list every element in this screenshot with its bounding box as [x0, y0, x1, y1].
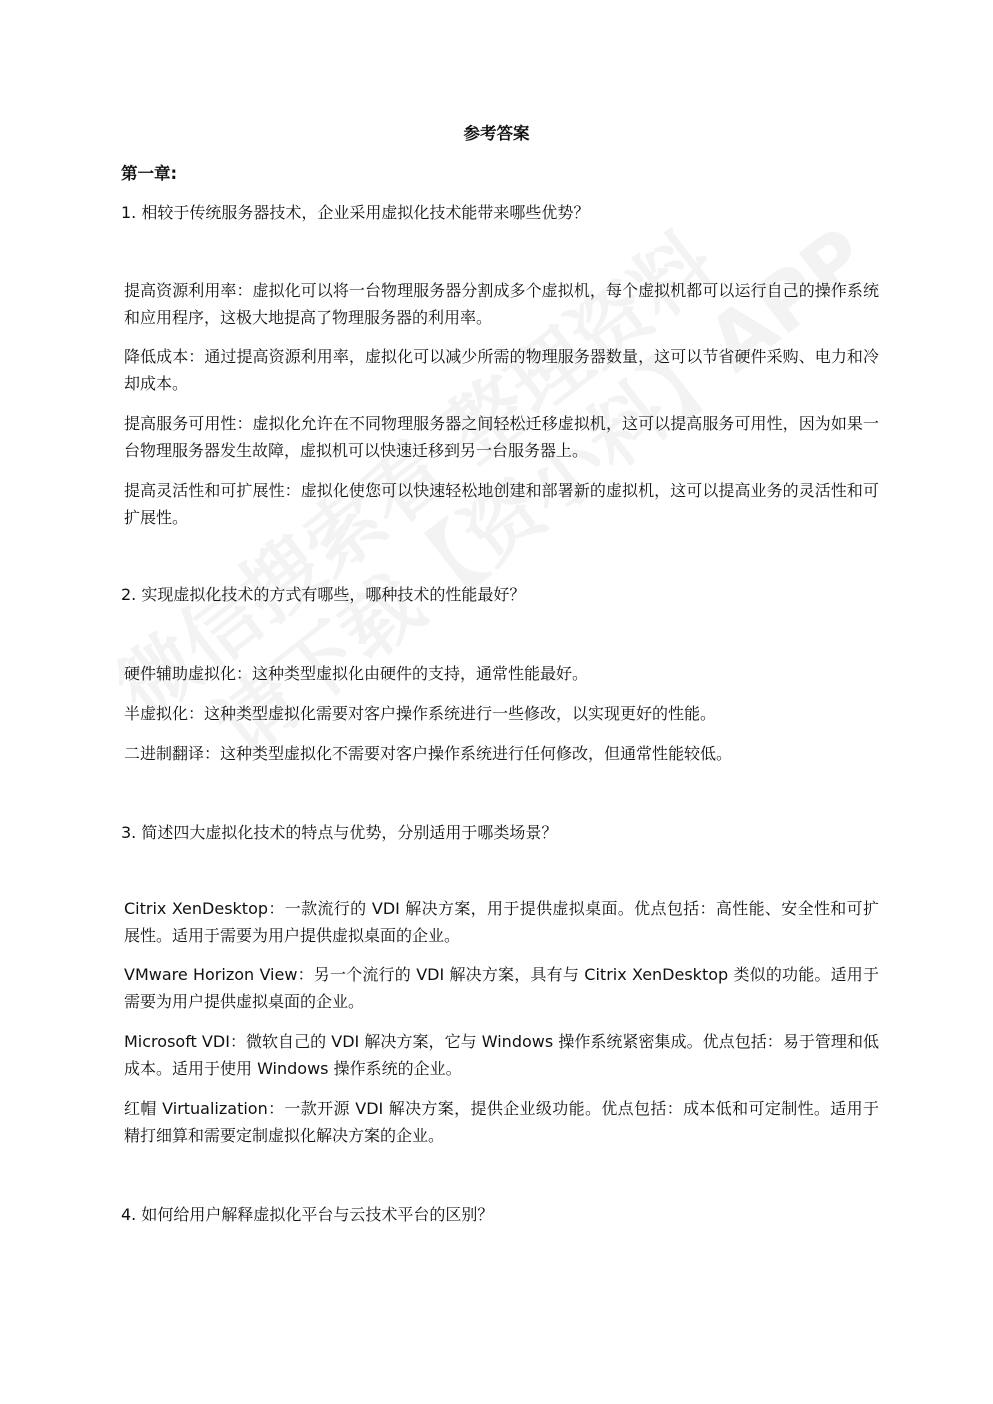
answer-3-3: Microsoft VDI：微软自己的 VDI 解决方案，它与 Windows 操作系统紧密集成。优点包括：易于管理和低成本。适用于使用 Windows 操作系统的企业。	[124, 1032, 879, 1078]
answer-2-3: 二进制翻译：这种类型虚拟化不需要对客户操作系统进行任何修改，但通常性能较低。	[124, 744, 733, 763]
answer-1-4: 提高灵活性和可扩展性：虚拟化使您可以快速轻松地创建和部署新的虚拟机，这可以提高业务的灵活性和可扩展性。	[124, 481, 879, 527]
answer-3-1: Citrix XenDesktop：一款流行的 VDI 解决方案，用于提供虚拟桌面。优点包括：高性能、安全性和可扩展性。适用于需要为用户提供虚拟桌面的企业。	[124, 899, 879, 945]
answer-3-2: VMware Horizon View：另一个流行的 VDI 解决方案，具有与 Citrix XenDesktop 类似的功能。适用于需要为用户提供虚拟桌面的企业。	[124, 965, 879, 1011]
answer-1-1: 提高资源利用率：虚拟化可以将一台物理服务器分割成多个虚拟机，每个虚拟机都可以运行自己的操作系统和应用程序，这极大地提高了物理服务器的利用率。	[124, 281, 879, 327]
chapter-heading: 第一章:	[121, 164, 178, 183]
question-3: 3. 简述四大虚拟化技术的特点与优势，分别适用于哪类场景？	[121, 823, 558, 842]
question-4: 4. 如何给用户解释虚拟化平台与云技术平台的区别？	[121, 1205, 494, 1224]
answer-1-2: 降低成本：通过提高资源利用率，虚拟化可以减少所需的物理服务器数量，这可以节省硬件采购、电力和冷却成本。	[124, 347, 879, 393]
answer-3-4: 红帽 Virtualization：一款开源 VDI 解决方案，提供企业级功能。优点包括：成本低和可定制性。适用于精打细算和需要定制虚拟化解决方案的企业。	[124, 1099, 879, 1145]
question-1: 1. 相较于传统服务器技术，企业采用虚拟化技术能带来哪些优势？	[121, 203, 590, 222]
answer-1-3: 提高服务可用性：虚拟化允许在不同物理服务器之间轻松迁移虚拟机，这可以提高服务可用性，因为如果一台物理服务器发生故障，虚拟机可以快速迁移到另一台服务器上。	[124, 414, 879, 460]
answer-2-1: 硬件辅助虚拟化：这种类型虚拟化由硬件的支持，通常性能最好。	[124, 664, 589, 683]
document-title: 参考答案	[463, 124, 530, 143]
question-2: 2. 实现虚拟化技术的方式有哪些，哪种技术的性能最好？	[121, 585, 526, 604]
answer-2-2: 半虚拟化：这种类型虚拟化需要对客户操作系统进行一些修改，以实现更好的性能。	[124, 704, 717, 723]
